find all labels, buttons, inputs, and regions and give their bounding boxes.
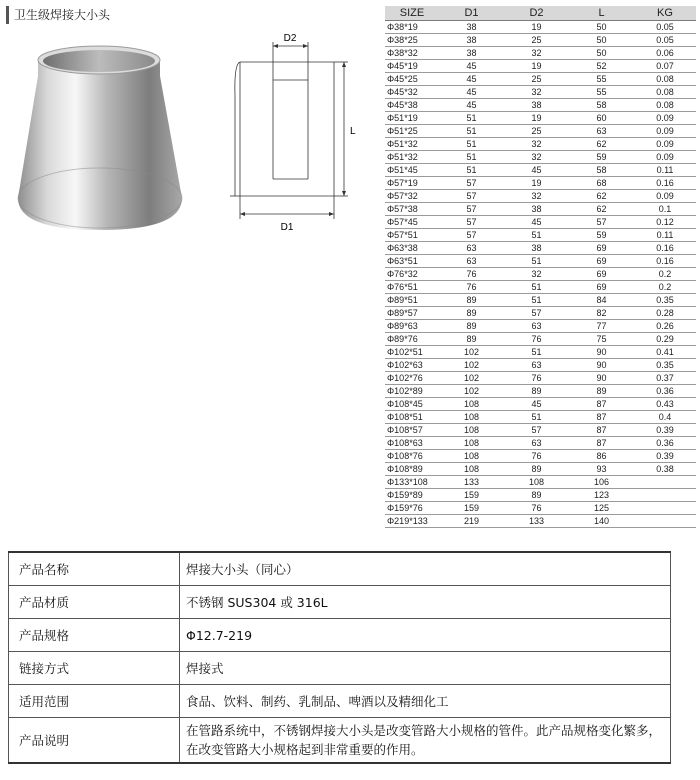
cell-size: Φ51*45 <box>385 164 439 177</box>
cell-l: 69 <box>569 268 634 281</box>
cell-d2: 25 <box>504 125 569 138</box>
cell-d2: 89 <box>504 385 569 398</box>
cell-d1: 63 <box>439 255 504 268</box>
cell-size: Φ108*76 <box>385 450 439 463</box>
cell-size: Φ57*38 <box>385 203 439 216</box>
cell-kg: 0.09 <box>634 151 696 164</box>
spec-row <box>385 34 696 47</box>
cell-l: 50 <box>569 34 634 47</box>
info-key: 产品规格 <box>9 619 180 652</box>
cell-d2: 45 <box>504 216 569 229</box>
cell-kg: 0.16 <box>634 242 696 255</box>
cell-d2: 63 <box>504 437 569 450</box>
label-l: L <box>350 126 356 137</box>
info-value: 食品、饮料、制药、乳制品、啤酒以及精细化工 <box>180 685 671 718</box>
cell-l: 62 <box>569 203 634 216</box>
cell-l: 75 <box>569 333 634 346</box>
cell-size: Φ76*51 <box>385 281 439 294</box>
cell-kg: 0.08 <box>634 73 696 86</box>
cell-kg: 0.16 <box>634 177 696 190</box>
cell-d2: 32 <box>504 190 569 203</box>
header-l: L <box>569 6 634 21</box>
cell-size: Φ38*19 <box>385 21 439 34</box>
spec-row <box>385 307 696 320</box>
cell-l: 87 <box>569 424 634 437</box>
cell-l: 90 <box>569 359 634 372</box>
cell-l: 84 <box>569 294 634 307</box>
cell-d1: 45 <box>439 99 504 112</box>
info-key: 产品材质 <box>9 586 180 619</box>
cell-kg: 0.37 <box>634 372 696 385</box>
cell-kg: 0.28 <box>634 307 696 320</box>
product-info-table <box>8 551 671 764</box>
spec-row <box>385 255 696 268</box>
cell-l: 69 <box>569 281 634 294</box>
cell-l: 82 <box>569 307 634 320</box>
spec-row <box>385 450 696 463</box>
spec-row <box>385 177 696 190</box>
cell-kg: 0.05 <box>634 21 696 34</box>
cell-d2: 19 <box>504 177 569 190</box>
cell-d1: 45 <box>439 60 504 73</box>
spec-row <box>385 385 696 398</box>
cell-l: 87 <box>569 411 634 424</box>
cell-l: 140 <box>569 515 634 528</box>
spec-row <box>385 73 696 86</box>
cell-d2: 32 <box>504 138 569 151</box>
cell-l: 62 <box>569 190 634 203</box>
spec-row <box>385 502 696 515</box>
cell-d1: 38 <box>439 34 504 47</box>
cell-size: Φ102*76 <box>385 372 439 385</box>
cell-kg: 0.39 <box>634 424 696 437</box>
cell-l: 69 <box>569 255 634 268</box>
cell-l: 52 <box>569 60 634 73</box>
cell-l: 68 <box>569 177 634 190</box>
cell-d2: 51 <box>504 346 569 359</box>
info-value: 在管路系统中，不锈钢焊接大小头是改变管路大小规格的管件。此产品规格变化繁多，在改变管路大小规格起到非常重要的作用。 <box>180 718 671 764</box>
spec-row <box>385 47 696 60</box>
cell-l: 62 <box>569 138 634 151</box>
cell-kg: 0.36 <box>634 385 696 398</box>
cell-d1: 76 <box>439 268 504 281</box>
cell-d2: 108 <box>504 476 569 489</box>
cell-d2: 51 <box>504 281 569 294</box>
cell-l: 57 <box>569 216 634 229</box>
cell-l: 86 <box>569 450 634 463</box>
spec-row <box>385 99 696 112</box>
cell-d1: 133 <box>439 476 504 489</box>
cell-d2: 32 <box>504 47 569 60</box>
cell-l: 93 <box>569 463 634 476</box>
cell-kg: 0.12 <box>634 216 696 229</box>
cell-d1: 102 <box>439 359 504 372</box>
cell-d2: 38 <box>504 242 569 255</box>
cell-d1: 219 <box>439 515 504 528</box>
cell-l: 69 <box>569 242 634 255</box>
cell-kg: 0.09 <box>634 125 696 138</box>
cell-d2: 45 <box>504 164 569 177</box>
cell-kg: 0.07 <box>634 60 696 73</box>
header-d2: D2 <box>504 6 569 21</box>
cell-d2: 57 <box>504 307 569 320</box>
cell-size: Φ76*32 <box>385 268 439 281</box>
spec-row <box>385 424 696 437</box>
cell-size: Φ45*32 <box>385 86 439 99</box>
cell-size: Φ45*25 <box>385 73 439 86</box>
cell-kg: 0.2 <box>634 268 696 281</box>
cell-d2: 76 <box>504 333 569 346</box>
header-size: SIZE <box>385 6 439 21</box>
spec-row <box>385 411 696 424</box>
cell-kg: 0.1 <box>634 203 696 216</box>
cell-d2: 45 <box>504 398 569 411</box>
cell-size: Φ51*19 <box>385 112 439 125</box>
spec-row <box>385 21 696 34</box>
cell-kg: 0.29 <box>634 333 696 346</box>
info-row-connection <box>9 652 671 685</box>
info-value: Φ12.7-219 <box>180 619 671 652</box>
cell-kg: 0.05 <box>634 34 696 47</box>
cell-d1: 108 <box>439 411 504 424</box>
cell-size: Φ38*32 <box>385 47 439 60</box>
cell-l: 63 <box>569 125 634 138</box>
cell-kg: 0.39 <box>634 450 696 463</box>
cell-size: Φ102*89 <box>385 385 439 398</box>
product-photo <box>10 38 190 238</box>
header-d1: D1 <box>439 6 504 21</box>
cell-size: Φ108*57 <box>385 424 439 437</box>
cell-d1: 45 <box>439 86 504 99</box>
cell-kg: 0.11 <box>634 164 696 177</box>
cell-size: Φ45*38 <box>385 99 439 112</box>
cell-d2: 19 <box>504 112 569 125</box>
label-d1: D1 <box>280 222 294 233</box>
spec-row <box>385 138 696 151</box>
cell-size: Φ159*89 <box>385 489 439 502</box>
cell-kg: 0.08 <box>634 99 696 112</box>
cell-d2: 76 <box>504 502 569 515</box>
cell-d1: 108 <box>439 424 504 437</box>
cell-l: 60 <box>569 112 634 125</box>
cell-l: 77 <box>569 320 634 333</box>
cell-d1: 102 <box>439 372 504 385</box>
cell-d2: 32 <box>504 151 569 164</box>
info-row-spec <box>9 619 671 652</box>
spec-row <box>385 203 696 216</box>
cell-d2: 76 <box>504 450 569 463</box>
cell-l: 59 <box>569 151 634 164</box>
cell-d2: 133 <box>504 515 569 528</box>
cell-d1: 51 <box>439 125 504 138</box>
cell-size: Φ89*63 <box>385 320 439 333</box>
cell-size: Φ89*51 <box>385 294 439 307</box>
cell-l: 87 <box>569 398 634 411</box>
cell-d2: 19 <box>504 21 569 34</box>
cell-d2: 63 <box>504 320 569 333</box>
cell-l: 55 <box>569 86 634 99</box>
spec-row <box>385 164 696 177</box>
cell-kg <box>634 502 696 515</box>
cell-size: Φ57*32 <box>385 190 439 203</box>
cell-d2: 51 <box>504 411 569 424</box>
cell-d2: 51 <box>504 229 569 242</box>
cell-size: Φ89*57 <box>385 307 439 320</box>
spec-row <box>385 346 696 359</box>
cell-d2: 76 <box>504 372 569 385</box>
spec-row <box>385 359 696 372</box>
cell-d1: 102 <box>439 346 504 359</box>
cell-d1: 38 <box>439 21 504 34</box>
cell-size: Φ102*51 <box>385 346 439 359</box>
cell-d1: 108 <box>439 463 504 476</box>
cell-l: 125 <box>569 502 634 515</box>
cell-size: Φ45*19 <box>385 60 439 73</box>
cell-d2: 25 <box>504 73 569 86</box>
cell-l: 58 <box>569 164 634 177</box>
cell-size: Φ219*133 <box>385 515 439 528</box>
cell-l: 90 <box>569 346 634 359</box>
spec-row <box>385 489 696 502</box>
spec-row <box>385 60 696 73</box>
cell-size: Φ89*76 <box>385 333 439 346</box>
dimension-drawing <box>210 24 360 234</box>
cell-d2: 32 <box>504 86 569 99</box>
cell-size: Φ51*25 <box>385 125 439 138</box>
cell-kg: 0.09 <box>634 112 696 125</box>
cell-d2: 89 <box>504 463 569 476</box>
cell-kg: 0.43 <box>634 398 696 411</box>
info-row-description <box>9 718 671 764</box>
cell-d2: 38 <box>504 203 569 216</box>
spec-row <box>385 398 696 411</box>
cell-kg: 0.06 <box>634 47 696 60</box>
spec-row <box>385 320 696 333</box>
cell-d1: 57 <box>439 229 504 242</box>
cell-l: 106 <box>569 476 634 489</box>
cell-d2: 57 <box>504 424 569 437</box>
cell-kg: 0.26 <box>634 320 696 333</box>
cell-size: Φ38*25 <box>385 34 439 47</box>
info-key: 产品说明 <box>9 718 180 764</box>
cell-size: Φ133*108 <box>385 476 439 489</box>
cell-l: 87 <box>569 437 634 450</box>
info-key: 适用范围 <box>9 685 180 718</box>
cell-d2: 89 <box>504 489 569 502</box>
cell-l: 59 <box>569 229 634 242</box>
cell-l: 55 <box>569 73 634 86</box>
cell-d1: 89 <box>439 320 504 333</box>
cell-kg: 0.2 <box>634 281 696 294</box>
cell-d1: 89 <box>439 294 504 307</box>
cell-l: 123 <box>569 489 634 502</box>
info-key: 链接方式 <box>9 652 180 685</box>
cell-kg <box>634 489 696 502</box>
info-value: 焊接式 <box>180 652 671 685</box>
cell-d2: 38 <box>504 99 569 112</box>
cell-size: Φ159*76 <box>385 502 439 515</box>
cell-kg: 0.36 <box>634 437 696 450</box>
cell-l: 50 <box>569 47 634 60</box>
cell-d1: 102 <box>439 385 504 398</box>
spec-row <box>385 190 696 203</box>
cell-d1: 51 <box>439 151 504 164</box>
cell-d1: 108 <box>439 398 504 411</box>
cell-d1: 45 <box>439 73 504 86</box>
spec-row <box>385 372 696 385</box>
cell-d1: 57 <box>439 216 504 229</box>
cell-d1: 57 <box>439 177 504 190</box>
spec-row <box>385 151 696 164</box>
cell-d1: 159 <box>439 489 504 502</box>
cell-size: Φ108*51 <box>385 411 439 424</box>
cell-kg: 0.35 <box>634 359 696 372</box>
cell-kg: 0.16 <box>634 255 696 268</box>
cell-d1: 57 <box>439 190 504 203</box>
spec-row <box>385 294 696 307</box>
info-value: 焊接大小头（同心） <box>180 552 671 586</box>
page-title: 卫生级焊接大小头 <box>6 6 110 24</box>
cell-kg: 0.35 <box>634 294 696 307</box>
cell-kg: 0.09 <box>634 138 696 151</box>
spec-row <box>385 463 696 476</box>
spec-row <box>385 229 696 242</box>
cell-size: Φ108*45 <box>385 398 439 411</box>
spec-table <box>385 6 696 528</box>
cell-d1: 108 <box>439 437 504 450</box>
header-kg: KG <box>634 6 696 21</box>
cell-d1: 159 <box>439 502 504 515</box>
cell-d2: 63 <box>504 359 569 372</box>
cell-d1: 108 <box>439 450 504 463</box>
cell-size: Φ108*63 <box>385 437 439 450</box>
spec-row <box>385 112 696 125</box>
cell-d1: 57 <box>439 203 504 216</box>
cell-kg: 0.38 <box>634 463 696 476</box>
spec-row <box>385 268 696 281</box>
cell-size: Φ57*19 <box>385 177 439 190</box>
cell-l: 58 <box>569 99 634 112</box>
cell-size: Φ108*89 <box>385 463 439 476</box>
info-key: 产品名称 <box>9 552 180 586</box>
cell-kg: 0.4 <box>634 411 696 424</box>
cell-d1: 76 <box>439 281 504 294</box>
info-row-material <box>9 586 671 619</box>
cell-size: Φ51*32 <box>385 151 439 164</box>
cell-d1: 51 <box>439 164 504 177</box>
spec-row <box>385 281 696 294</box>
cell-l: 89 <box>569 385 634 398</box>
spec-row <box>385 437 696 450</box>
cell-size: Φ63*38 <box>385 242 439 255</box>
spec-row <box>385 86 696 99</box>
cell-d1: 51 <box>439 138 504 151</box>
cell-d2: 19 <box>504 60 569 73</box>
spec-row <box>385 216 696 229</box>
cell-l: 90 <box>569 372 634 385</box>
spec-row <box>385 515 696 528</box>
cell-d1: 51 <box>439 112 504 125</box>
spec-row <box>385 242 696 255</box>
cell-size: Φ51*32 <box>385 138 439 151</box>
cell-d1: 63 <box>439 242 504 255</box>
info-row-scope <box>9 685 671 718</box>
cell-kg <box>634 476 696 489</box>
cell-size: Φ57*51 <box>385 229 439 242</box>
cell-d2: 32 <box>504 268 569 281</box>
cell-kg <box>634 515 696 528</box>
cell-size: Φ102*63 <box>385 359 439 372</box>
cell-d2: 51 <box>504 294 569 307</box>
cell-l: 50 <box>569 21 634 34</box>
cell-d1: 89 <box>439 307 504 320</box>
label-d2: D2 <box>283 33 297 44</box>
cell-kg: 0.09 <box>634 190 696 203</box>
cell-d2: 51 <box>504 255 569 268</box>
cell-kg: 0.11 <box>634 229 696 242</box>
cell-d1: 89 <box>439 333 504 346</box>
cell-kg: 0.41 <box>634 346 696 359</box>
cell-size: Φ57*45 <box>385 216 439 229</box>
info-row-name <box>9 552 671 586</box>
spec-row <box>385 125 696 138</box>
cell-d1: 38 <box>439 47 504 60</box>
spec-row <box>385 333 696 346</box>
cell-d2: 25 <box>504 34 569 47</box>
info-value: 不锈钢 SUS304 或 316L <box>180 586 671 619</box>
spec-row <box>385 476 696 489</box>
cell-kg: 0.08 <box>634 86 696 99</box>
spec-header-row <box>385 6 696 21</box>
cell-size: Φ63*51 <box>385 255 439 268</box>
